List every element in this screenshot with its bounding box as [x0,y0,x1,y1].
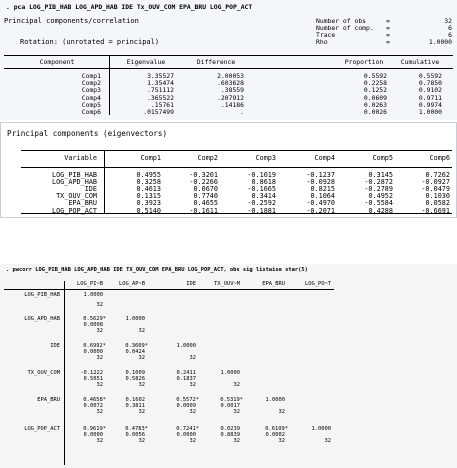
pca-cell: 0.9102 [418,86,442,95]
pw-column-header: EPA_BRU [262,281,285,287]
pw-correlation: 0.1009 [125,370,145,376]
eig-row-label: LOG_POP_ACT [51,206,97,215]
pw-obs: 32 [96,355,103,361]
pw-obs: 32 [138,382,145,388]
pw-correlation: 0.5319* [220,397,243,403]
eig-cell: 0.7740 [193,192,218,201]
eig-cell: 0.4613 [136,185,161,194]
eig-column-header: Comp3 [255,154,276,162]
eig-cell: -0.1237 [306,171,335,179]
eig-cell: -0.4970 [306,199,335,208]
pw-obs: 32 [189,438,196,444]
pw-pvalue: 0.0056 [125,432,145,438]
eig-column-header: Comp2 [197,154,218,162]
eig-cell: 0.8215 [310,185,335,194]
pw-obs: 32 [189,355,196,361]
eig-cell: 0.7262 [425,171,450,179]
eig-cell: 0.4955 [136,171,161,179]
pw-pvalue: 0.0424 [125,349,145,355]
pca-cell: 0.0263 [363,100,387,109]
pw-header-rule [4,289,334,290]
pca-rotation: Rotation: (unrotated = principal) [20,38,160,46]
pca-row-label: Comp6 [81,108,101,116]
eig-cell: -0.1019 [247,171,276,179]
pca-stat-equals: = [386,24,390,32]
eig-cell: 0.3923 [136,199,161,208]
pca-row-label: Comp2 [81,79,101,88]
pca-cell: .38559 [220,86,244,95]
eig-cell: 0.1030 [425,192,450,201]
pca-cell: .14186 [220,100,244,109]
pw-column-header: LOG_PI~B [77,281,103,287]
eig-cell: -0.5584 [364,199,393,208]
eig-cell: 0.4952 [368,192,393,201]
pw-obs: 32 [138,438,145,444]
eig-row-label: IDE [84,185,97,194]
pca-row-label: Comp5 [81,100,101,109]
eig-bottom-rule [21,213,452,214]
pca-column-header: Cumulative [400,58,440,66]
pca-cell: .603628 [217,79,244,88]
pca-column-header: Eigenvalue [126,58,166,66]
pca-stat-value: 32 [444,17,452,25]
pw-correlation: 0.0239 [220,426,240,432]
pw-correlation: 0.3609* [125,343,148,349]
pca-cell: 0.0609 [363,93,387,102]
pca-cell: 0.0026 [363,108,387,116]
eig-header-rule [21,167,452,168]
pw-correlation: -0.1222 [80,370,103,376]
eig-cell: 0.0670 [193,185,218,194]
eig-cell: -0.0928 [306,178,335,187]
eig-separator [104,150,105,213]
pca-stat-equals: = [386,17,390,25]
pw-pvalue: 0.3811 [125,403,145,409]
pw-pvalue: 0.0009 [176,403,196,409]
pca-cell: 3.35527 [147,72,174,80]
eig-title: Principal components (eigenvectors) [7,129,168,138]
pw-obs: 32 [96,302,103,308]
pca-cell: 2.00053 [217,72,244,80]
pw-pvalue: 0.0000 [83,349,103,355]
pw-obs: 32 [233,382,240,388]
pw-column-header: TX_OUV~M [214,281,240,287]
eig-cell: 0.3258 [136,178,161,187]
eig-row-label: LOG_PIB_HAB [51,171,97,179]
pca-cell: 0.1252 [363,86,387,95]
eig-cell: 0.1064 [310,192,335,201]
pca-column-header: Difference [196,58,236,66]
eig-top-rule [21,150,452,151]
pw-pvalue: 0.5051 [83,376,103,382]
pca-top-rule [4,55,453,56]
pwcorr-panel [0,264,457,468]
eig-cell: 0.0582 [425,199,450,208]
pca-cell: .751112 [147,86,174,95]
pw-obs: 32 [324,438,331,444]
pw-row-label: EPA_BRU [37,397,60,403]
pca-stat-label: Number of comp. [316,24,374,32]
pca-cell: .15761 [150,100,174,109]
pw-obs: 32 [138,409,145,415]
pca-row-label: Comp1 [81,72,101,80]
eig-cell: -0.0927 [421,178,450,187]
pw-pvalue: 0.0000 [83,432,103,438]
eig-cell: -0.1611 [189,206,218,215]
eig-cell: -0.0479 [421,185,450,194]
pw-obs: 32 [233,409,240,415]
pw-pvalue: 0.0008 [83,322,103,328]
eig-cell: -0.1665 [247,185,276,194]
eig-cell: -0.3201 [189,171,218,179]
pca-header-rule [4,68,453,69]
pw-column-header: IDE [186,281,196,287]
pca-stat-label: Trace [316,31,336,39]
pw-pvalue: 0.5826 [125,376,145,382]
pca-column-header: Component [39,58,75,66]
pw-pvalue: 0.8839 [220,432,240,438]
pw-row-label: TX_OUV_COM [27,370,60,376]
pw-pvalue: 0.0002 [265,432,285,438]
pw-obs: 32 [189,409,196,415]
pw-obs: 32 [96,409,103,415]
eig-column-header: Comp1 [140,154,161,162]
pca-summary-panel [0,0,457,120]
eig-cell: -0.2789 [364,185,393,194]
pw-correlation: 0.4658* [83,397,106,403]
pca-stat-equals: = [386,31,390,39]
pw-pvalue: 0.1837 [176,376,196,382]
pca-cell: 0.7850 [418,79,442,88]
pw-row-label: LOG_APD_HAB [24,316,60,322]
pw-correlation: 0.4783* [125,426,148,432]
eig-cell: 0.3145 [368,171,393,179]
pw-obs: 32 [278,409,285,415]
pw-correlation: 1.0000 [311,426,331,432]
eig-cell: -0.6691 [421,206,450,215]
pw-pvalue: 0.0000 [176,432,196,438]
pca-stat-value: 6 [448,31,452,39]
pca-cell: .365522 [147,93,174,102]
pw-obs: 32 [96,328,103,334]
eig-column-header: Comp4 [314,154,335,162]
eig-cell: -0.2592 [247,199,276,208]
pca-stat-equals: = [386,38,390,46]
pw-obs: 32 [96,438,103,444]
pw-correlation: 0.9619* [83,426,106,432]
pw-row-label: LOG_POP_ACT [24,426,60,432]
eig-cell: 0.8618 [251,178,276,187]
pca-stat-value: 6 [448,24,452,32]
eig-row-label: TX_OUV_COM [56,192,97,201]
eig-cell: 0.5140 [136,206,161,215]
eig-cell: -0.2071 [306,206,335,215]
pw-correlation: 1.0000 [125,316,145,322]
pw-pvalue: 0.0017 [220,403,240,409]
eig-row-label: LOG_APD_HAB [51,178,97,187]
pca-column-header: Proportion [344,58,384,66]
pw-column-header: LOG_PO~T [305,281,331,287]
pca-row-label: Comp3 [81,86,101,95]
pca-stat-label: Number of obs [316,17,367,25]
eig-cell: -0.2266 [189,178,218,187]
pca-cell: . [240,108,244,116]
pw-pvalue: 0.0072 [83,403,103,409]
pca-cell: 1.0000 [418,108,442,116]
pw-correlation: 1.0000 [220,370,240,376]
eig-cell: 0.1315 [136,192,161,201]
pw-correlation: 0.6992* [83,343,106,349]
pw-correlation: 0.1602 [125,397,145,403]
pw-obs: 32 [96,382,103,388]
pca-cell: 0.9974 [418,100,442,109]
eig-column-header: Comp5 [372,154,393,162]
eig-cell: -0.2872 [364,178,393,187]
pca-stat-value: 1.0000 [428,38,452,46]
pw-separator [64,281,65,465]
pca-command: . pca LOG_PIB_HAB LOG_APD_HAB IDE Tx_OUV_COM EPA_BRU LOG_POP_ACT [6,3,253,11]
eig-cell: 0.3414 [251,192,276,201]
pw-correlation: 1.0000 [83,292,103,298]
pw-column-header: LOG_AP~B [119,281,145,287]
pca-cell: .207912 [217,93,244,102]
pca-cell: 0.2258 [363,79,387,88]
eig-cell: 0.4288 [368,206,393,215]
pw-correlation: 0.5629* [83,316,106,322]
pca-row-label: Comp4 [81,93,101,102]
pw-correlation: 0.5572* [176,397,199,403]
pca-cell: 0.9711 [418,93,442,102]
pw-correlation: 1.0000 [265,397,285,403]
pw-obs: 32 [189,382,196,388]
pw-row-label: LOG_PIB_HAB [24,292,60,298]
eig-column-header: Comp6 [429,154,450,162]
pw-row-label: IDE [50,343,60,349]
pw-correlation: 1.0000 [176,343,196,349]
pw-command: . pwcorr LOG_PIB_HAB LOG_APD_HAB IDE TX_OUV_COM EPA_BRU LOG_POP_ACT, obs sig listwise star(5) [6,267,308,273]
pw-correlation: 0.2411 [176,370,196,376]
pw-obs: 32 [138,355,145,361]
pw-correlation: 0.7241* [176,426,199,432]
pca-cell: 0.5592 [418,72,442,80]
eig-column-header: Variable [64,154,97,162]
eig-row-label: EPA_BRU [68,199,97,208]
pca-subtitle: Principal components/correlation [4,17,139,25]
pw-correlation: 0.6109* [265,426,288,432]
eig-cell: -0.1881 [247,206,276,215]
pca-separator [109,55,110,115]
pw-obs: 32 [278,438,285,444]
pca-cell: 0.5592 [363,72,387,80]
eig-cell: 0.4655 [193,199,218,208]
pca-stat-label: Rho [316,38,328,46]
pca-cell: 1.35474 [147,79,174,88]
pw-obs: 32 [138,328,145,334]
pca-cell: .0157499 [143,108,174,116]
pw-obs: 32 [233,438,240,444]
eigenvectors-panel [0,122,457,218]
